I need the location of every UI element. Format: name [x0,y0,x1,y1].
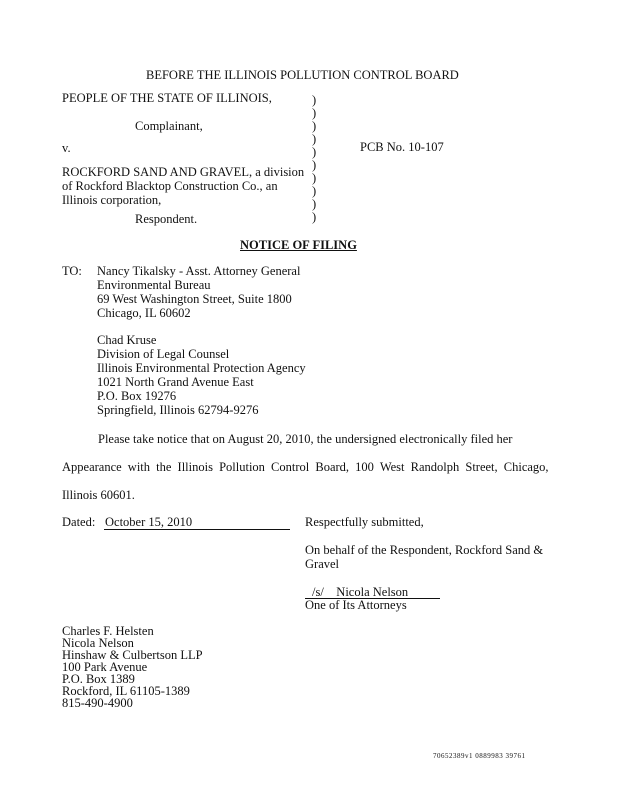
on-behalf-line: On behalf of the Respondent, Rockford Sand & [305,543,544,557]
signature-title: One of Its Attorneys [305,598,407,612]
complainant-name: PEOPLE OF THE STATE OF ILLINOIS, [62,91,272,105]
attorney-line: Charles F. Helsten [62,624,154,638]
caption-parentheses [312,94,322,224]
board-title: BEFORE THE ILLINOIS POLLUTION CONTROL BOARD [146,68,459,82]
versus-label: v. [62,141,71,155]
address-line: 69 West Washington Street, Suite 1800 [97,292,292,306]
paren: ) [312,119,317,133]
paren: ) [312,210,317,224]
notice-body-line-2: Appearance with the Illinois Pollution Control Board, 100 West Randolph Street, Chicago, [62,460,549,474]
attorney-line: 100 Park Avenue [62,660,148,674]
address-line: 1021 North Grand Avenue East [97,375,254,389]
signature-name: /s/ Nicola Nelson [312,585,409,599]
dated-underline [104,529,290,530]
address-line: Environmental Bureau [97,278,211,292]
paren: ) [312,171,317,185]
address-line: Chad Kruse [97,333,157,347]
on-behalf-text [305,543,543,571]
attorney-line: Hinshaw & Culbertson LLP [62,648,203,662]
dated-label: Dated: [62,515,96,529]
address-line: Division of Legal Counsel [97,347,230,361]
attorney-line: P.O. Box 1389 [62,672,135,686]
notice-title: NOTICE OF FILING [240,238,357,252]
address-line: Springfield, Illinois 62794-9276 [97,403,259,417]
paren: ) [312,145,317,159]
on-behalf-line: Gravel [305,557,340,571]
case-number: PCB No. 10-107 [360,140,444,154]
to-label: TO: [62,264,82,278]
address-line: Nancy Tikalsky - Asst. Attorney General [97,264,301,278]
address-line: Illinois Environmental Protection Agency [97,361,306,375]
paren: ) [312,197,317,211]
complainant-role: Complainant, [135,119,203,133]
paren: ) [312,106,317,120]
attorney-line: 815-490-4900 [62,696,133,710]
closing-text: Respectfully submitted, [305,515,424,529]
paren: ) [312,184,317,198]
dated-value: October 15, 2010 [105,515,193,529]
paren: ) [312,132,317,146]
recipient-address-1 [97,264,300,320]
respondent-line: ROCKFORD SAND AND GRAVEL, a division [62,165,305,179]
footer-code: 70652389v1 0889983 39761 [433,752,526,760]
notice-body-line-1: Please take notice that on August 20, 2010, the undersigned electronically filed her [98,432,513,446]
respondent-line: Illinois corporation, [62,193,162,207]
notice-body-line-3: Illinois 60601. [62,488,135,502]
respondent-role: Respondent. [135,212,198,226]
attorney-line: Nicola Nelson [62,636,134,650]
paren: ) [312,158,317,172]
address-line: P.O. Box 19276 [97,389,177,403]
recipient-address-2 [97,333,306,417]
address-line: Chicago, IL 60602 [97,306,191,320]
respondent-name-block [62,165,304,207]
attorney-block [62,625,203,709]
attorney-line: Rockford, IL 61105-1389 [62,684,190,698]
paren: ) [312,93,317,107]
respondent-line: of Rockford Blacktop Construction Co., an [62,179,278,193]
